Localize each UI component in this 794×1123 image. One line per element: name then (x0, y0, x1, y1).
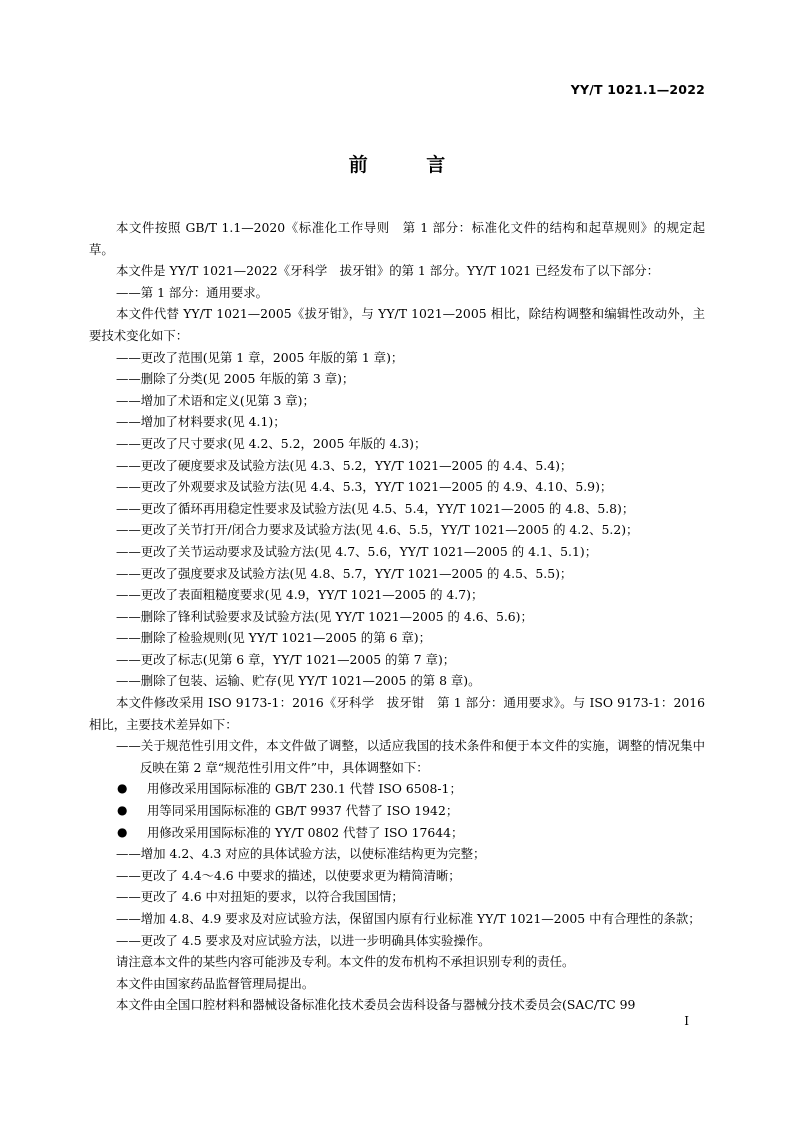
technical-differences-list (89, 843, 705, 951)
list-item: ——更改了外观要求及试验方法(见 4.4、5.3，YY/T 1021—2005 的 4.9、4.10、5.9)； (116, 479, 613, 495)
bullet-item: ● 用等同采用国际标准的 GB/T 9937 代替了 ISO 1942； (89, 800, 705, 822)
bullet-item: ● 用修改采用国际标准的 GB/T 230.1 代替 ISO 6508-1； (89, 778, 705, 800)
paragraph-proposer: 本文件由国家药品监督管理局提出。 (116, 975, 315, 991)
page-number: I (684, 1014, 689, 1028)
list-item: ——更改了标志(见第 6 章，YY/T 1021—2005 的第 7 章)； (116, 651, 456, 667)
list-item: ——删除了锋利试验要求及试验方法(见 YY/T 1021—2005 的 4.6、5.6)； (116, 608, 533, 624)
bullet-icon: ● (117, 803, 128, 818)
list-item: ——更改了循环再用稳定性要求及试验方法(见 4.5、5.4，YY/T 1021—2005 的 4.8、5.8)； (116, 500, 635, 516)
page-title: 前 言 (348, 154, 472, 176)
paragraph-replacement: 本文件代替 YY/T 1021—2005《拔牙钳》，与 YY/T 1021—2005 相比，除结构调整和编辑性改动外，主要技术变化如下： (89, 306, 705, 343)
standard-code: YY/T 1021.1—2022 (570, 82, 705, 97)
bullet-icon: ● (117, 781, 128, 796)
list-item: ——更改了硬度要求及试验方法(见 4.3、5.2，YY/T 1021—2005 的 4.4、5.4)； (116, 457, 573, 473)
paragraph-iso-adoption: 本文件修改采用 ISO 9173-1：2016《牙科学 拔牙钳 第 1 部分：通用要求》。与 ISO 9173-1：2016 相比，主要技术差异如下： (89, 695, 705, 732)
paragraph-part-info: 本文件是 YY/T 1021—2022《牙科学 拔牙钳》的第 1 部分。YY/T 1021 已经发布了以下部分： (116, 263, 660, 279)
list-item: ——更改了 4.5 要求及对应试验方法，以进一步明确具体实验操作。 (116, 932, 491, 948)
technical-changes-list (89, 347, 705, 693)
list-item: ——删除了分类(见 2005 年版的第 3 章)； (116, 371, 355, 387)
paragraph-committee: 本文件由全国口腔材料和器械设备标准化技术委员会齿科设备与器械分技术委员会(SAC/TC 99 (116, 997, 636, 1013)
bullet-item: ● 用修改采用国际标准的 YY/T 0802 代替了 ISO 17644； (89, 822, 705, 844)
list-item: ——更改了尺寸要求(见 4.2、5.2，2005 年版的 4.3)； (116, 435, 427, 451)
list-item: ——增加了术语和定义(见第 3 章)； (116, 392, 315, 408)
list-item: ——更改了 4.4～4.6 中要求的描述，以使要求更为精简清晰； (116, 867, 461, 883)
paragraph-patent-notice: 请注意本文件的某些内容可能涉及专利。本文件的发布机构不承担识别专利的责任。 (116, 954, 575, 970)
reference-adjustments-list (89, 778, 705, 843)
list-item: ——增加了材料要求(见 4.1)； (116, 414, 286, 430)
list-item: ——更改了 4.6 中对扭矩的要求，以符合我国国情； (116, 889, 404, 905)
list-item: ——更改了关节打开/闭合力要求及试验方法(见 4.6、5.5，YY/T 1021—2005 的 4.2、5.2)； (116, 522, 639, 538)
list-item: ——删除了包装、运输、贮存(见 YY/T 1021—2005 的第 8 章)。 (116, 673, 481, 689)
list-item: ——更改了范围(见第 1 章，2005 年版的第 1 章)； (116, 349, 404, 365)
list-item: ——增加 4.8、4.9 要求及对应试验方法，保留国内原有行业标准 YY/T 1021—2005 中有合理性的条款； (116, 911, 701, 926)
bullet-icon: ● (117, 824, 128, 839)
preface-body (89, 217, 705, 1016)
paragraph-part-list-item: ——第 1 部分：通用要求。 (116, 284, 269, 300)
list-item: ——更改了关节运动要求及试验方法(见 4.7、5.6，YY/T 1021—2005 的 4.1、5.1)； (116, 543, 598, 559)
list-item-normative-references: ——关于规范性引用文件，本文件做了调整，以适应我国的技术条件和便于本文件的实施，调整的情况集中反映在第 2 章“规范性引用文件”中，具体调整如下： (116, 738, 705, 775)
list-item: ——更改了强度要求及试验方法(见 4.8、5.7，YY/T 1021—2005 的 4.5、5.5)； (116, 565, 573, 581)
paragraph-drafting-rules: 本文件按照 GB/T 1.1—2020《标准化工作导则 第 1 部分：标准化文件的结构和起草规则》的规定起草。 (89, 220, 705, 257)
list-item: ——增加 4.2、4.3 对应的具体试验方法，以使标准结构更为完整； (116, 846, 486, 862)
list-item: ——删除了检验规则(见 YY/T 1021—2005 的第 6 章)； (116, 630, 431, 646)
list-item: ——更改了表面粗糙度要求(见 4.9，YY/T 1021—2005 的 4.7)； (116, 587, 484, 603)
